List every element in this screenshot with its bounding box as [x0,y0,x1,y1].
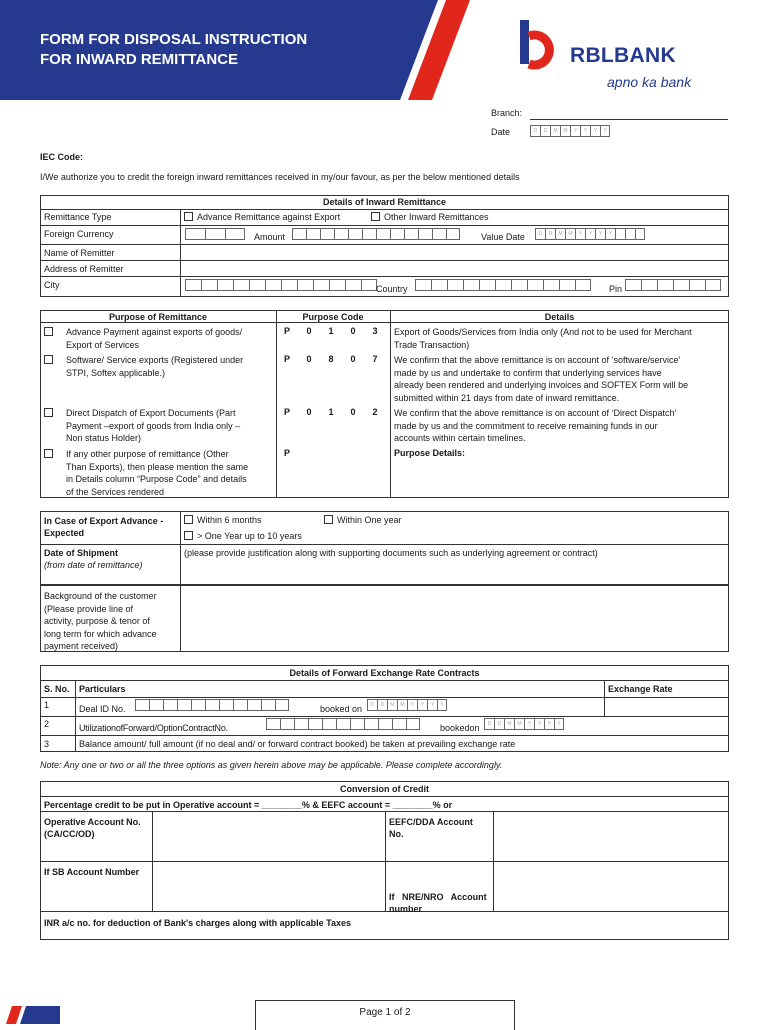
exchange-rate-col-header: Exchange Rate [608,684,673,694]
purpose-code-col-header: Purpose Code [302,312,364,322]
purpose-code: P [283,448,290,458]
percentage-credit-text: Percentage credit to be put in Operative account = ________% & EEFC account = ________% or [44,800,453,810]
booked-on-date-field[interactable]: D D M M Y Y Y Y [367,699,447,711]
date-label: Date [491,127,511,137]
shipment-date-sublabel: (from date of remittance) [44,560,143,570]
value-date-field[interactable]: D D M M Y Y Y Y [535,228,645,240]
balance-amount-text: Balance amount/ full amount (if no deal and/ or forward contract booked) be taken at prevailing exchange rate [79,739,516,749]
brand-tagline: apno ka bank [607,74,692,90]
contract-no-label: UtilizationofForward/OptionContractNo. [79,723,228,733]
purpose-checkbox-other[interactable] [44,449,53,458]
advance-remittance-checkbox[interactable] [184,212,193,221]
sno-col-header: S. No. [44,684,70,694]
date-field[interactable]: D D M M Y Y Y Y [530,125,610,137]
purpose-details-label: Purpose Details: [394,448,466,458]
purpose-code: P 0 1 0 3 [283,326,378,336]
other-remittance-label: Other Inward Remittances [384,212,489,222]
amount-field[interactable] [292,228,460,240]
details-col-header: Details [544,312,575,322]
city-label: City [44,280,60,290]
justification-text: (please provide justification along with supporting documents such as underlying agreement or contract) [184,548,598,558]
up-to-10-years-checkbox[interactable] [184,531,193,540]
background-label: Background of the customer (Please provide line of activity, purpose & tenor of long term for which advance payment received) [44,591,157,651]
sb-account-field[interactable] [154,863,383,909]
city-field[interactable] [185,279,377,291]
conversion-credit-heading: Conversion of Credit [339,784,429,794]
foreign-currency-label: Foreign Currency [44,229,114,239]
remitter-name-label: Name of Remitter [44,248,115,258]
pin-label: Pin [609,284,623,294]
advance-remittance-label: Advance Remittance against Export [197,212,341,222]
remittance-type-label: Remittance Type [44,212,112,222]
form-title: FORM FOR DISPOSAL INSTRUCTION FOR INWARD REMITTANCE [40,31,308,68]
branch-label: Branch: [491,108,523,118]
export-advance-label: In Case of Export Advance - Expected [44,516,164,538]
particulars-col-header: Particulars [79,684,126,694]
purpose-text: Direct Dispatch of Export Documents (Part Payment –export of goods from India only – Non status Holder) [66,408,241,443]
purpose-details: We confirm that the above remittance is on account of ‘Direct Dispatch’ made by us and the commitment to receive remaining funds in our accounts within certain timelines. [394,408,677,443]
operative-account-label: Operative Account No. (CA/CC/OD) [44,817,141,839]
within-one-year-label: Within One year [337,515,402,525]
pin-field[interactable] [625,279,721,291]
within-one-year-checkbox[interactable] [324,515,333,524]
inward-remittance-heading: Details of Inward Remittance [322,197,447,207]
foreign-currency-field[interactable] [185,228,245,240]
page-number: Page 1 of 2 [359,1007,411,1018]
purpose-checkbox-software-export[interactable] [44,355,53,364]
country-label: Country [376,284,408,294]
contract-no-field[interactable] [266,718,420,730]
deal-id-field[interactable] [135,699,289,711]
other-remittance-checkbox[interactable] [371,212,380,221]
authorization-text: I/We authorize you to credit the foreign inward remittances received in my/our favour, as per the below mentioned details [40,172,520,182]
operative-account-field[interactable] [154,813,383,859]
value-date-label: Value Date [481,232,525,242]
purpose-checkbox-advance-payment[interactable] [44,327,53,336]
rbl-logo-icon [518,20,566,70]
sb-account-label: If SB Account Number [44,867,140,877]
forward-contracts-heading: Details of Forward Exchange Rate Contracts [289,668,480,678]
within-6-months-checkbox[interactable] [184,515,193,524]
within-6-months-label: Within 6 months [197,515,262,525]
nre-nro-account-label: If NRE/NRO Account number [389,892,487,914]
country-field[interactable] [415,279,591,291]
note-text: Note: Any one or two or all the three options as given herein above may be applicable. Please complete accordingly. [40,760,503,770]
background-field[interactable] [182,587,727,650]
purpose-text: Software/ Service exports (Registered under STPI, Softex applicable.) [66,355,244,378]
purpose-text: If any other purpose of remittance (Other Than Exports), then please mention the same in Details column “Purpose Code” and details of the Services rendered [66,449,249,497]
inr-account-label: INR a/c no. for deduction of Bank's charges along with applicable Taxes [44,918,352,928]
row-number: 3 [44,739,50,749]
up-to-10-years-label: > One Year up to 10 years [197,531,302,541]
row-number: 2 [44,719,50,729]
eefc-account-field[interactable] [495,813,727,859]
purpose-col-header: Purpose of Remittance [108,312,208,322]
booked-on-label: bookedon [440,723,480,733]
purpose-text: Advance Payment against exports of goods/ Export of Services [66,327,243,350]
purpose-details: Export of Goods/Services from India only (And not to be used for Merchant Trade Transaction) [394,327,692,350]
eefc-account-label: EEFC/DDA Account No. [389,817,473,839]
nre-nro-account-field[interactable] [495,863,727,909]
purpose-details: We confirm that the above remittance is on account of ‘software/service’ made by us and undertake to confirm that underlying services have already been rendered and underlying invoices and SOFTEX Form will be submitted within 21 days from date of inward remittance. [394,355,689,403]
booked-on-date-field[interactable]: D D M M Y Y Y Y [484,718,564,730]
shipment-date-label: Date of Shipment [44,548,119,558]
footer-stripe [0,1006,60,1024]
amount-label: Amount [254,232,286,242]
deal-id-label: Deal ID No. [79,704,126,714]
branch-field[interactable] [530,119,728,120]
brand-name: RBLBANK [570,44,676,67]
purpose-checkbox-direct-dispatch[interactable] [44,408,53,417]
booked-on-label: booked on [320,704,363,714]
remitter-address-label: Address of Remitter [44,264,124,274]
iec-code-label: IEC Code: [40,152,84,162]
purpose-code: P 0 8 0 7 [283,354,378,364]
purpose-code: P 0 1 0 2 [283,407,378,417]
row-number: 1 [44,700,50,710]
